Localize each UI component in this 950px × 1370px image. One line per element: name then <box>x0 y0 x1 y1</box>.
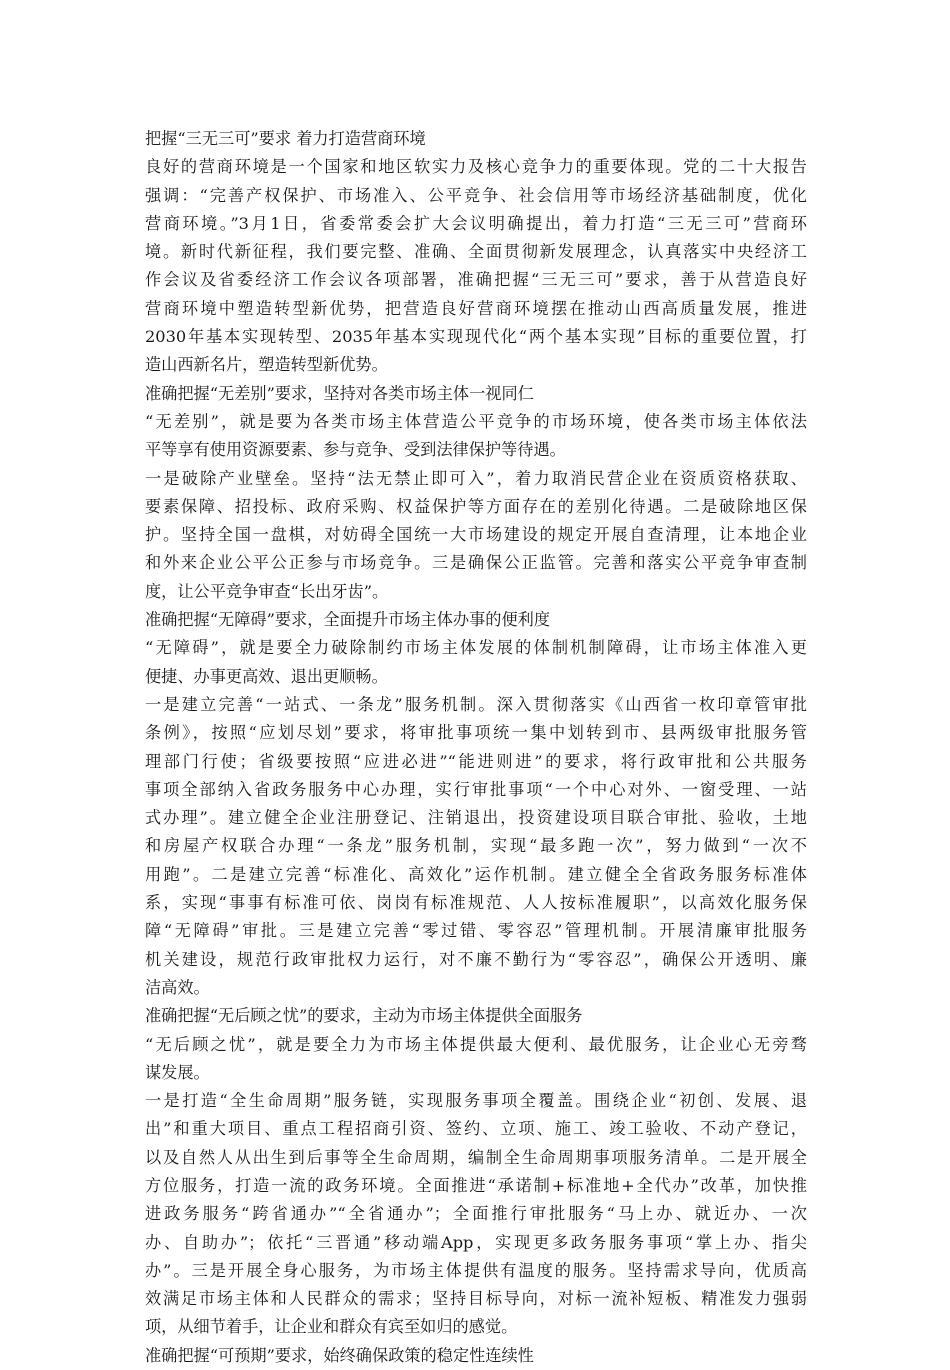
section-heading: 准确把握“无差别”要求，坚持对各类市场主体一视同仁 <box>145 383 534 403</box>
text-line: 系，实现“事事有标准可依、岗岗有标准规范、人人按标准履职”，以高效化服务保 <box>145 893 807 913</box>
text-line: 境。新时代新征程，我们要完整、准确、全面贯彻新发展理念，认真落实中央经济工 <box>145 242 807 262</box>
text-line: 度，让公平竞争审查“长出牙齿”。 <box>145 581 389 601</box>
text-line: 一是破除产业壁垒。坚持“法无禁止即可入”，着力取消民营企业在资质资格获取、 <box>145 468 807 488</box>
text-line: 便捷、办事更高效、退出更顺畅。 <box>145 666 388 686</box>
text-line: 方位服务，打造一流的政务环境。全面推进“承诺制+标准地+全代办”改革，加快推 <box>145 1175 807 1195</box>
text-line: 障“无障碍”审批。三是建立完善“零过错、零容忍”管理机制。开展清廉审批服务 <box>145 921 807 941</box>
section-heading: 准确把握“无后顾之忧”的要求，主动为市场主体提供全面服务 <box>145 1006 583 1026</box>
text-line: 出”和重大项目、重点工程招商引资、签约、立项、施工、竣工验收、不动产登记， <box>145 1119 807 1139</box>
text-line: 护。坚持全国一盘棋，对妨碍全国统一大市场建设的规定开展自查清理，让本地企业 <box>145 525 807 545</box>
article-title: 把握“三无三可”要求 着力打造营商环境 <box>145 129 426 148</box>
text-line: 洁高效。 <box>145 977 210 997</box>
text-line: “无差别”，就是要为各类市场主体营造公平竞争的市场环境，使各类市场主体依法 <box>145 411 807 431</box>
text-line: 平等享有使用资源要素、参与竞争、受到法律保护等待遇。 <box>145 440 566 460</box>
text-line: 条例》，按照“应划尽划”要求，将审批事项统一集中划转到市、县两级审批服务管 <box>145 723 807 743</box>
section-heading: 准确把握“无障碍”要求，全面提升市场主体办事的便利度 <box>145 610 551 630</box>
text-line: “无后顾之忧”，就是要全力为市场主体提供最大便利、最优服务，让企业心无旁骛 <box>145 1034 807 1054</box>
text-line: 项，从细节着手，让企业和群众有宾至如归的感觉。 <box>145 1317 518 1337</box>
text-line: 和房屋产权联合办理“一条龙”服务机制，实现“最多跑一次”，努力做到“一次不 <box>145 836 807 856</box>
text-line: 2030年基本实现转型、2035年基本实现现代化“两个基本实现”目标的重要位置，打 <box>145 327 807 347</box>
text-line: 要素保障、招投标、政府采购、权益保护等方面存在的差别化待遇。二是破除地区保 <box>145 496 807 516</box>
text-line: 用跑”。二是建立完善“标准化、高效化”运作机制。建立健全全省政务服务标准体 <box>145 864 807 884</box>
text-line: 营商环境中塑造转型新优势，把营造良好营商环境摆在推动山西高质量发展，推进 <box>145 298 807 318</box>
text-line: 和外来企业公平公正参与市场竞争。三是确保公正监管。完善和落实公平竞争审查制 <box>145 553 807 573</box>
text-line: 一是建立完善“一站式、一条龙”服务机制。深入贯彻落实《山西省一枚印章管审批 <box>145 694 807 714</box>
text-line: 进政务服务“跨省通办”“全省通办”；全面推行审批服务“马上办、就近办、一次 <box>145 1204 807 1224</box>
text-line: 谋发展。 <box>145 1062 210 1082</box>
document-body <box>145 125 807 1370</box>
text-line: 良好的营商环境是一个国家和地区软实力及核心竞争力的重要体现。党的二十大报告 <box>145 157 807 177</box>
text-line: 作会议及省委经济工作会议各项部署，准确把握“三无三可”要求，善于从营造良好 <box>145 270 807 290</box>
text-line: 造山西新名片，塑造转型新优势。 <box>145 355 388 375</box>
text-line: 式办理”。建立健全企业注册登记、注销退出，投资建设项目联合审批、验收，土地 <box>145 808 807 828</box>
text-line: 办、自助办”；依托“三晋通”移动端App，实现更多政务服务事项“掌上办、指尖 <box>145 1232 807 1252</box>
text-line: 一是打造“全生命周期”服务链，实现服务事项全覆盖。围绕企业“初创、发展、退 <box>145 1091 807 1111</box>
text-line: 理部门行使；省级要按照“应进必进”“能进则进”的要求，将行政审批和公共服务 <box>145 751 807 771</box>
text-line: 营商环境。”3月1日，省委常委会扩大会议明确提出，着力打造“三无三可”营商环 <box>145 213 807 233</box>
text-line: 机关建设，规范行政审批权力运行，对不廉不勤行为“零容忍”，确保公开透明、廉 <box>145 949 807 969</box>
text-line: 强调：“完善产权保护、市场准入、公平竞争、社会信用等市场经济基础制度，优化 <box>145 185 807 205</box>
text-line: “无障碍”，就是要全力破除制约市场主体发展的体制机制障碍，让市场主体准入更 <box>145 638 807 658</box>
text-line: 以及自然人从出生到后事等全生命周期，编制全生命周期事项服务清单。二是开展全 <box>145 1147 807 1167</box>
section-heading: 准确把握“可预期”要求，始终确保政策的稳定性连续性 <box>145 1345 534 1365</box>
text-line: 事项全部纳入省政务服务中心办理，实行审批事项“一个中心对外、一窗受理、一站 <box>145 779 807 799</box>
text-line: 效满足市场主体和人民群众的需求；坚持目标导向，对标一流补短板、精准发力强弱 <box>145 1289 807 1309</box>
text-line: 办”。三是开展全身心服务，为市场主体提供有温度的服务。坚持需求导向，优质高 <box>145 1260 807 1280</box>
